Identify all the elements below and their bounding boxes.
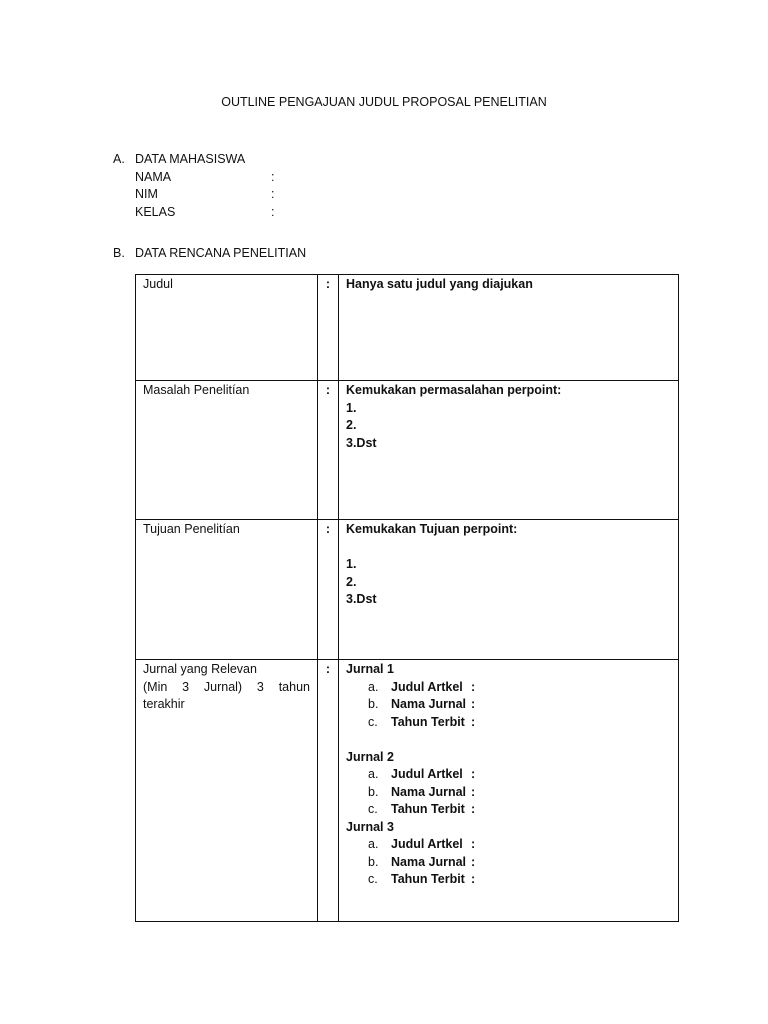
masalah-heading: Kemukakan permasalahan perpoint: — [346, 383, 562, 397]
jurnal-label — [136, 660, 318, 922]
field-nama-label: NAMA — [135, 169, 172, 184]
tujuan-colon: : — [318, 520, 339, 660]
page-title: OUTLINE PENGAJUAN JUDUL PROPOSAL PENELITIAN — [221, 95, 547, 109]
jurnal-2-title: Jurnal 2 — [346, 749, 394, 764]
item-label: Judul Artkel — [391, 679, 463, 694]
tujuan-item: 3.Dst — [346, 592, 377, 606]
tujuan-item: 1. — [346, 557, 357, 571]
item-letter: c. — [368, 714, 378, 729]
jurnal-3-item — [346, 871, 671, 889]
jurnal-content — [339, 660, 679, 922]
item-colon: : — [471, 802, 476, 816]
item-letter: a. — [368, 679, 379, 694]
jurnal-label-word: (Min — [143, 679, 168, 694]
field-nim — [135, 186, 274, 204]
row-masalah — [136, 381, 679, 520]
item-label: Nama Jurnal — [391, 854, 467, 869]
jurnal-3-title: Jurnal 3 — [346, 819, 394, 834]
research-plan-table — [135, 274, 679, 922]
section-data-mahasiswa — [113, 151, 274, 221]
row-judul — [136, 275, 679, 381]
item-letter: b. — [368, 854, 379, 869]
jurnal-label-word: 3 — [256, 679, 264, 694]
field-nama — [135, 169, 274, 187]
item-label: Judul Artkel — [391, 767, 463, 781]
field-kelas-colon: : — [271, 204, 275, 219]
item-colon: : — [471, 714, 476, 729]
item-colon: : — [471, 697, 476, 711]
field-kelas-label: KELAS — [135, 204, 176, 219]
item-letter: c. — [368, 872, 378, 886]
jurnal-2-item — [346, 801, 671, 819]
jurnal-1-item — [346, 696, 671, 714]
jurnal-3-item — [346, 836, 671, 854]
jurnal-1-title: Jurnal 1 — [346, 662, 394, 676]
tujuan-heading: Kemukakan Tujuan perpoint: — [346, 522, 518, 536]
field-nim-label: NIM — [135, 187, 158, 201]
item-colon: : — [471, 784, 476, 799]
item-label: Tahun Terbit — [391, 872, 465, 886]
item-colon: : — [471, 872, 476, 886]
row-tujuan — [136, 520, 679, 660]
item-letter: a. — [368, 767, 379, 781]
section-a-title: DATA MAHASISWA — [135, 152, 246, 166]
judul-colon: : — [318, 275, 339, 381]
jurnal-label-word: tahun — [278, 679, 310, 694]
section-a-letter: A. — [113, 152, 125, 166]
masalah-item: 3.Dst — [346, 435, 377, 450]
tujuan-content — [339, 520, 679, 660]
tujuan-label: Tujuan Penelitían — [136, 520, 318, 660]
masalah-item: 2. — [346, 418, 357, 432]
item-colon: : — [471, 837, 476, 851]
item-letter: c. — [368, 802, 378, 816]
item-letter: b. — [368, 784, 379, 799]
item-colon: : — [471, 854, 476, 869]
item-letter: a. — [368, 837, 379, 851]
jurnal-1-item — [346, 679, 671, 697]
item-label: Tahun Terbit — [391, 714, 465, 729]
item-label: Judul Artkel — [391, 837, 463, 851]
jurnal-3-item — [346, 854, 671, 872]
masalah-label: Masalah Penelitían — [136, 381, 318, 520]
section-b-title: DATA RENCANA PENELITIAN — [135, 246, 307, 260]
masalah-colon: : — [318, 381, 339, 520]
section-data-rencana — [113, 245, 306, 263]
judul-content: Hanya satu judul yang diajukan — [339, 275, 679, 381]
jurnal-2-item — [346, 766, 671, 784]
judul-label: Judul — [136, 275, 318, 381]
item-label: Nama Jurnal — [391, 784, 467, 799]
item-colon: : — [471, 679, 476, 694]
item-letter: b. — [368, 697, 379, 711]
row-jurnal — [136, 660, 679, 922]
jurnal-2-item — [346, 784, 671, 802]
field-nama-colon: : — [271, 169, 275, 184]
tujuan-item: 2. — [346, 574, 357, 589]
jurnal-label-line2 — [143, 679, 310, 697]
item-label: Tahun Terbit — [391, 802, 465, 816]
jurnal-label-line1: Jurnal yang Relevan — [143, 662, 257, 676]
section-b-letter: B. — [113, 246, 125, 260]
masalah-item: 1. — [346, 400, 357, 415]
section-a-heading — [113, 151, 274, 169]
jurnal-label-word: 3 — [182, 679, 190, 694]
jurnal-label-word: Jurnal) — [203, 679, 243, 694]
field-nim-colon: : — [271, 187, 275, 201]
jurnal-label-line3: terakhir — [143, 697, 185, 711]
item-colon: : — [471, 767, 476, 781]
item-label: Nama Jurnal — [391, 697, 467, 711]
jurnal-colon: : — [318, 660, 339, 922]
masalah-content — [339, 381, 679, 520]
field-kelas — [135, 204, 274, 222]
jurnal-1-item — [346, 714, 671, 732]
